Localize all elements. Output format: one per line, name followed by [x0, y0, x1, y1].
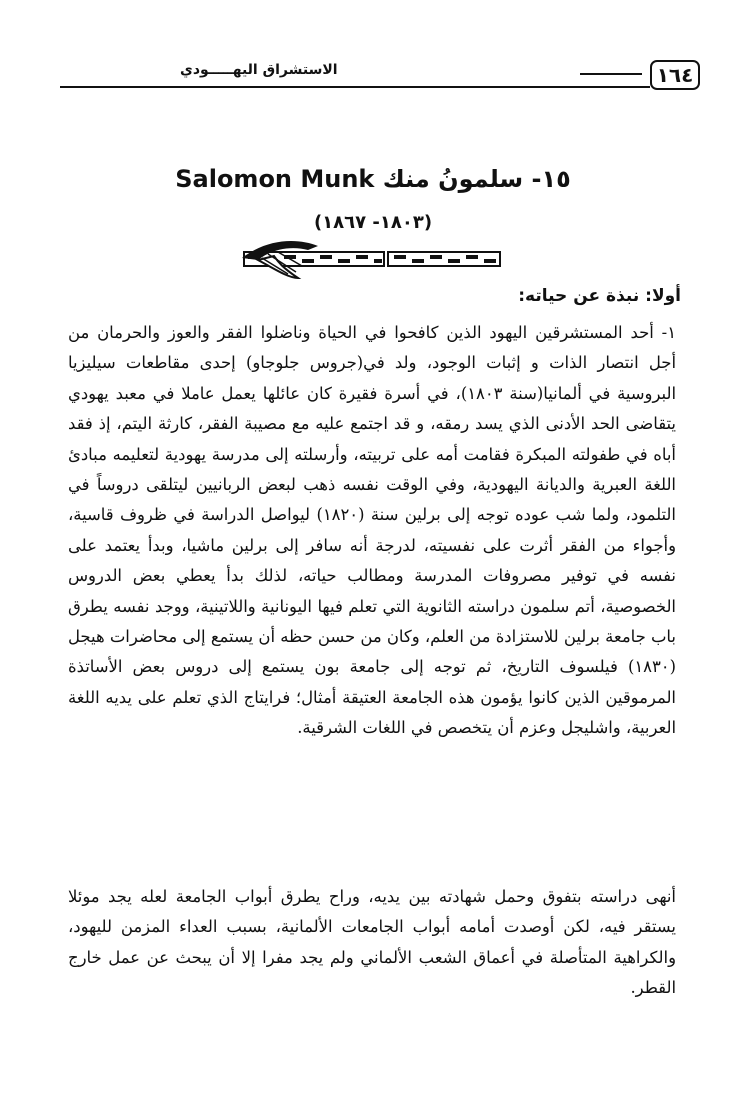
quill-ornament-icon	[238, 238, 508, 280]
entry-title	[0, 165, 746, 193]
page-header	[60, 60, 700, 92]
entry-dates: (١٨٠٣- ١٨٦٧)	[313, 212, 433, 233]
section-heading: أولا: نبذة عن حياته:	[518, 286, 681, 306]
paragraph: ١- أحد المستشرقين اليهود الذين كافحوا في الحياة وناضلوا الفقر والعوز والحرمان من أجل انتصار الذات و إثبات الوجود، ولد في(جروس جلوجاو) إحدى مقاطعات سيليزيا البروسية في ألمانيا(سنة ١٨٠٣)، في أسرة فقيرة كان عائلها يعمل عاملا في معبد يهودي يتقاضى الحد الأدنى الذي يسد رمقه، و قد اجتمع عليه مع مصيبة الفقر، كارثة اليتم، إذ فقد أباه في طفولته المبكرة فقامت أمه على تربيته، وأرسلته إلى مدرسة يهودية لتعليمه مبادئ اللغة العبرية والديانة اليهودية، وفي الوقت نفسه ذهب لبعض الربانيين ليتلقى دروساً في التلمود، ولما شب عوده توجه إلى برلين سنة (١٨٢٠) ليواصل الدراسة في ظروف قاسية، وأجواء من الفقر أثرت على نفسيته، لدرجة أنه سافر إلى برلين ماشيا، وبدأ يعتمد على نفسه في توفير مصروفات المدرسة ومطالب حياته، لذلك بدأ يعطي بعض الدروس الخصوصية، أتم سلمون دراسته الثانوية التي تعلم فيها اليونانية واللاتينية، ووجد نفسه يطرق باب جامعة برلين للاستزادة من العلم، وكان من حسن حظه أن يستمع إلى محاضرات هيجل (١٨٣٠) فيلسوف التاريخ، ثم توجه إلى جامعة بون يستمع إلى دروس بعض الأساتذة المرموقين الذين كانوا يؤمون هذه الجامعة العتيقة أمثال؛ فرايتاج الذي تعلم على يديه اللغة العربية، واشليجل وعزم أن يتخصص في اللغات الشرقية.	[68, 323, 676, 738]
entry-title-latin: Salomon Munk	[175, 165, 375, 193]
paragraph: أنهى دراسته بتفوق وحمل شهادته بين يديه، وراح يطرق أبواب الجامعة لعله يجد موئلا يستقر فيه، لكن أوصدت أمامه أبواب الجامعات الألمانية، بسبب العداء المزمن لليهود، والكراهية المتأصلة في أعماق الشعب الألماني ولم يجد مفرا إلا أن يبحث عن عمل خارج القطر.	[68, 887, 676, 998]
header-dash	[580, 73, 642, 75]
running-title: الاستشراق اليهـــــودي	[180, 62, 338, 78]
entry-title-arabic: ١٥- سلمونُ منك	[382, 165, 571, 193]
page-number: ١٦٤	[650, 60, 700, 90]
header-rule	[60, 86, 650, 88]
